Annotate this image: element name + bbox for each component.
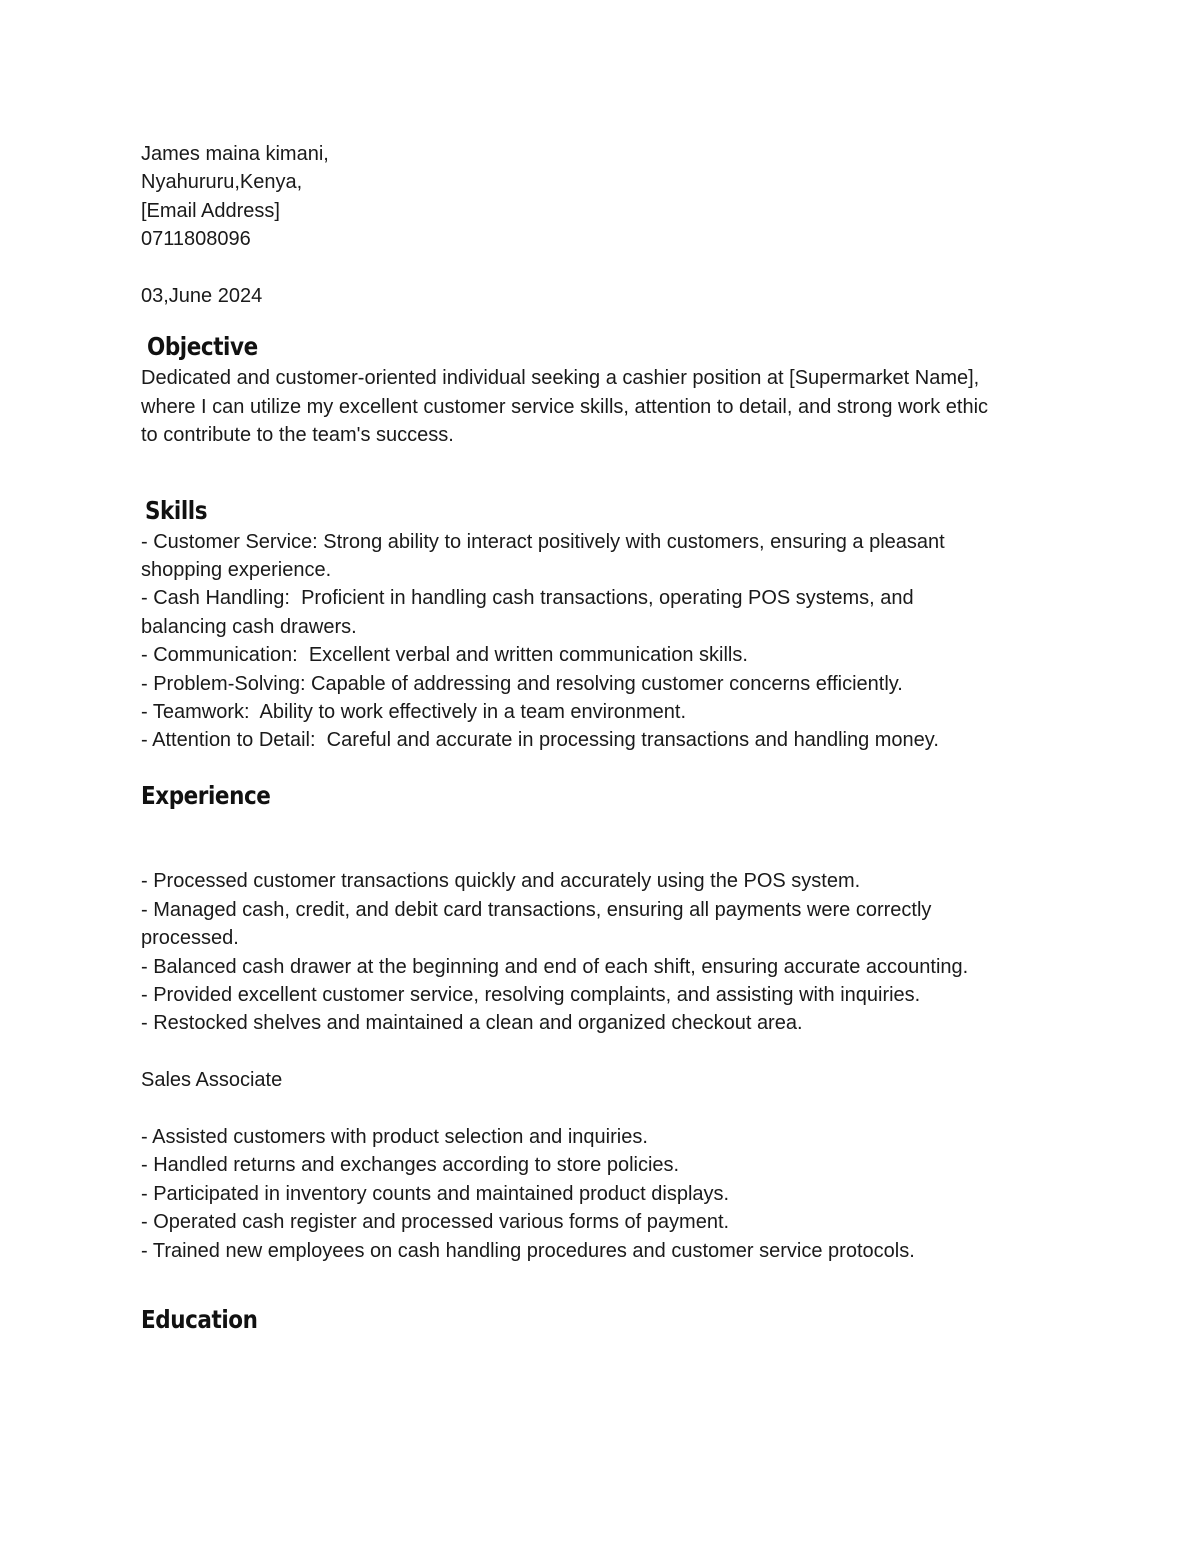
experience-line: - Operated cash register and processed various forms of payment. xyxy=(141,1211,730,1234)
experience-line: - Trained new employees on cash handling procedures and customer service protocols. xyxy=(141,1239,915,1262)
skill-line: balancing cash drawers. xyxy=(141,615,357,638)
skill-line: - Customer Service: Strong ability to interact positively with customers, ensuring a pleasant xyxy=(141,530,945,553)
experience-line: - Restocked shelves and maintained a clean and organized checkout area. xyxy=(141,1012,803,1035)
objective-section xyxy=(141,364,1071,449)
skill-line: shopping experience. xyxy=(141,559,332,582)
experience-cashier-duties xyxy=(141,867,1071,1037)
contact-email: [Email Address] xyxy=(141,199,280,222)
skill-line: - Attention to Detail: Careful and accurate in processing transactions and handling money. xyxy=(141,729,939,752)
spacer xyxy=(141,1095,1071,1123)
skills-heading: Skills xyxy=(145,495,208,525)
experience-line: - Participated in inventory counts and maintained product displays. xyxy=(141,1182,730,1205)
objective-line: Dedicated and customer-oriented individual seeking a cashier position at [Supermarket Name], xyxy=(141,367,980,390)
skills-section xyxy=(141,528,1071,755)
objective-line: where I can utilize my excellent customer service skills, attention to detail, and strong work ethic xyxy=(141,395,989,418)
experience-line: - Assisted customers with product selection and inquiries. xyxy=(141,1125,648,1148)
spacer xyxy=(141,254,1071,282)
experience-line: - Balanced cash drawer at the beginning and end of each shift, ensuring accurate accounting. xyxy=(141,955,969,978)
skill-line: - Teamwork: Ability to work effectively in a team environment. xyxy=(141,701,687,724)
skill-line: - Problem-Solving: Capable of addressing and resolving customer concerns efficiently. xyxy=(141,672,903,695)
experience-line: - Provided excellent customer service, resolving complaints, and assisting with inquiries. xyxy=(141,983,921,1006)
spacer xyxy=(141,841,1071,867)
experience-sales-duties xyxy=(141,1123,1071,1265)
document-date: 03,June 2024 xyxy=(141,285,263,308)
skill-line: - Communication: Excellent verbal and written communication skills. xyxy=(141,644,748,667)
spacer xyxy=(141,813,1071,841)
spacer xyxy=(141,1038,1071,1066)
contact-block xyxy=(141,140,1071,310)
contact-name: James maina kimani, xyxy=(141,143,329,165)
contact-location: Nyahururu,Kenya, xyxy=(141,171,303,194)
experience-line: - Processed customer transactions quickly and accurately using the POS system. xyxy=(141,870,861,893)
skill-line: - Cash Handling: Proficient in handling cash transactions, operating POS systems, and xyxy=(141,587,914,610)
education-heading: Education xyxy=(141,1304,258,1334)
role-title: Sales Associate xyxy=(141,1069,283,1092)
experience-line: processed. xyxy=(141,927,239,950)
objective-heading: Objective xyxy=(147,332,258,362)
experience-line: - Managed cash, credit, and debit card transactions, ensuring all payments were correctly xyxy=(141,898,932,921)
contact-phone: 0711808096 xyxy=(141,228,251,251)
resume-body xyxy=(141,140,1071,1337)
experience-line: - Handled returns and exchanges according to store policies. xyxy=(141,1154,680,1177)
objective-line: to contribute to the team's success. xyxy=(141,424,454,447)
experience-heading: Experience xyxy=(141,780,271,810)
